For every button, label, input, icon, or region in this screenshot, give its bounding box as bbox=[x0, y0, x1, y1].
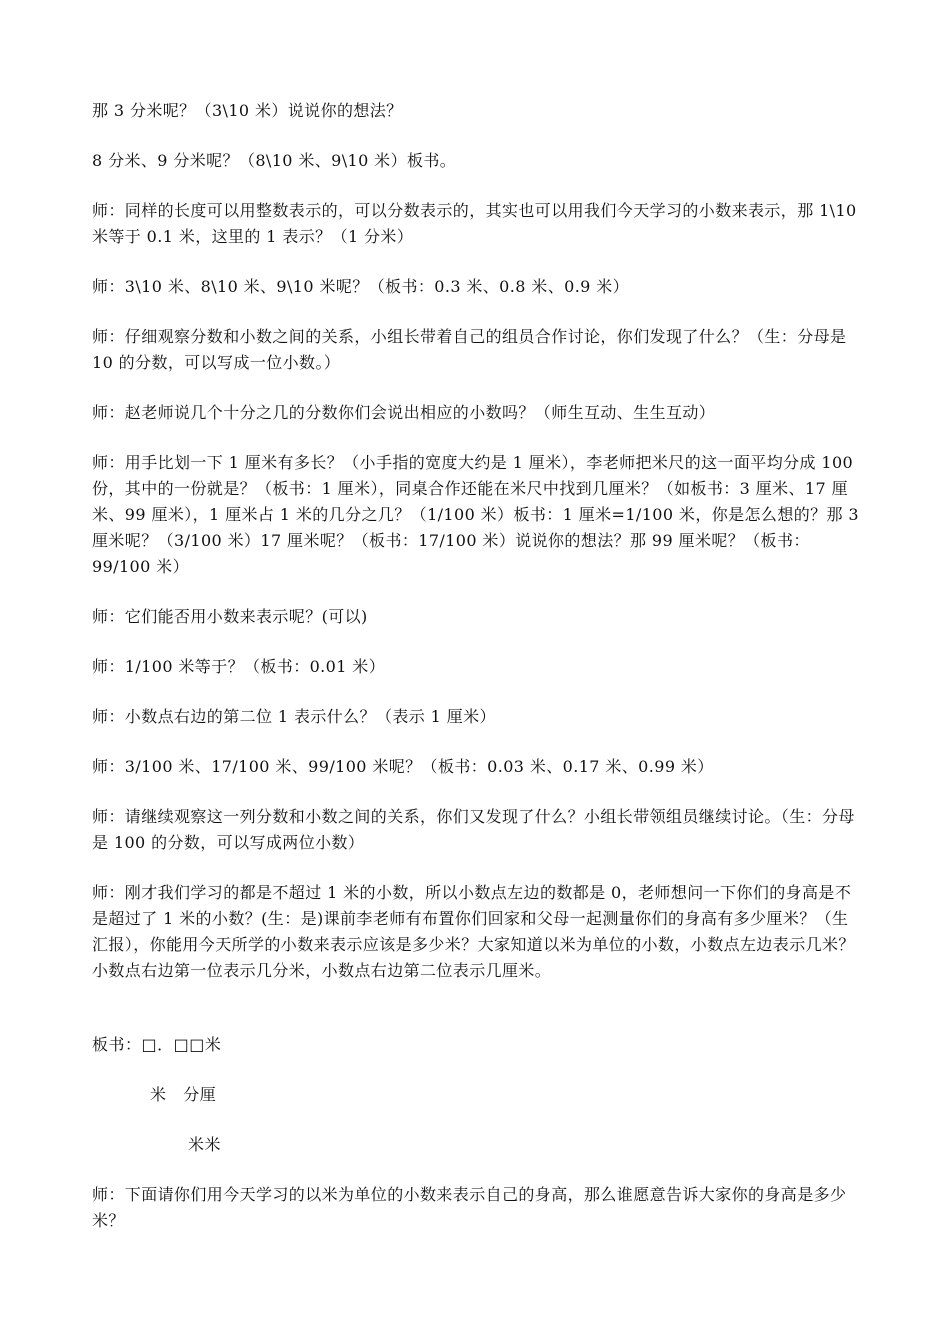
paragraph-6: 师：赵老师说几个十分之几的分数你们会说出相应的小数吗？（师生互动、生生互动） bbox=[92, 403, 716, 422]
document-page bbox=[92, 98, 864, 1258]
board-line-3: 米米 bbox=[188, 1135, 222, 1154]
paragraph-12: 师：请继续观察这一列分数和小数之间的关系，你们又发现了什么？小组长带领组员继续讨论。（生：分母是 100 的分数，可以写成两位小数） bbox=[92, 807, 855, 852]
paragraph-5: 师：仔细观察分数和小数之间的关系，小组长带着自己的组员合作讨论，你们发现了什么？（生：分母是 10 的分数，可以写成一位小数。） bbox=[92, 327, 847, 372]
paragraph-1: 那 3 分米呢？（3\10 米）说说你的想法？ bbox=[92, 101, 403, 120]
board-line-2: 米 分厘 bbox=[150, 1085, 217, 1104]
paragraph-2: 8 分米、9 分米呢？（8\10 米、9\10 米）板书。 bbox=[92, 151, 457, 170]
final-paragraph: 师：下面请你们用今天学习的以米为单位的小数来表示自己的身高，那么谁愿意告诉大家你的身高是多少米？ bbox=[92, 1185, 847, 1230]
board-writing bbox=[92, 1032, 864, 1158]
paragraph-3: 师：同样的长度可以用整数表示的，可以分数表示的，其实也可以用我们今天学习的小数来表示，那 1\10 米等于 0.1 米，这里的 1 表示？（1 分米） bbox=[92, 201, 857, 246]
paragraph-8: 师：它们能否用小数来表示呢？(可以) bbox=[92, 607, 368, 626]
paragraph-11: 师：3/100 米、17/100 米、99/100 米呢？（板书：0.03 米、0.17 米、0.99 米） bbox=[92, 757, 714, 776]
board-line-1: 板书：□．□□米 bbox=[92, 1035, 222, 1054]
paragraph-4: 师：3\10 米、8\10 米、9\10 米呢？（板书：0.3 米、0.8 米、0.9 米） bbox=[92, 277, 630, 296]
paragraph-7: 师：用手比划一下 1 厘米有多长？（小手指的宽度大约是 1 厘米），李老师把米尺的这一面平均分成 100 份，其中的一份就是？（板书：1 厘米），同桌合作还能在米尺中找到几厘米？（如板书：3 厘米、17 厘米、99 厘米），1 厘米占 1 米的几分之几？（1/100 米）板书：1 厘米=1/100 米，你是怎么想的？那 3 厘米呢？（3/100 米）17 厘米呢？（板书：17/100 米）说说你的想法？那 99 厘米呢？（板书：99/100 米） bbox=[92, 453, 859, 576]
paragraph-13: 师：刚才我们学习的都是不超过 1 米的小数，所以小数点左边的数都是 0，老师想问一下你们的身高是不是超过了 1 米的小数？(生：是)课前李老师有布置你们回家和父母一起测量你们的身高有多少厘米？（生汇报），你能用今天所学的小数来表示应该是多少米？大家知道以米为单位的小数，小数点左边表示几米？小数点右边第一位表示几分米，小数点右边第二位表示几厘米。 bbox=[92, 883, 855, 980]
paragraph-9: 师：1/100 米等于？（板书：0.01 米） bbox=[92, 657, 386, 676]
paragraph-10: 师：小数点右边的第二位 1 表示什么？（表示 1 厘米） bbox=[92, 707, 496, 726]
